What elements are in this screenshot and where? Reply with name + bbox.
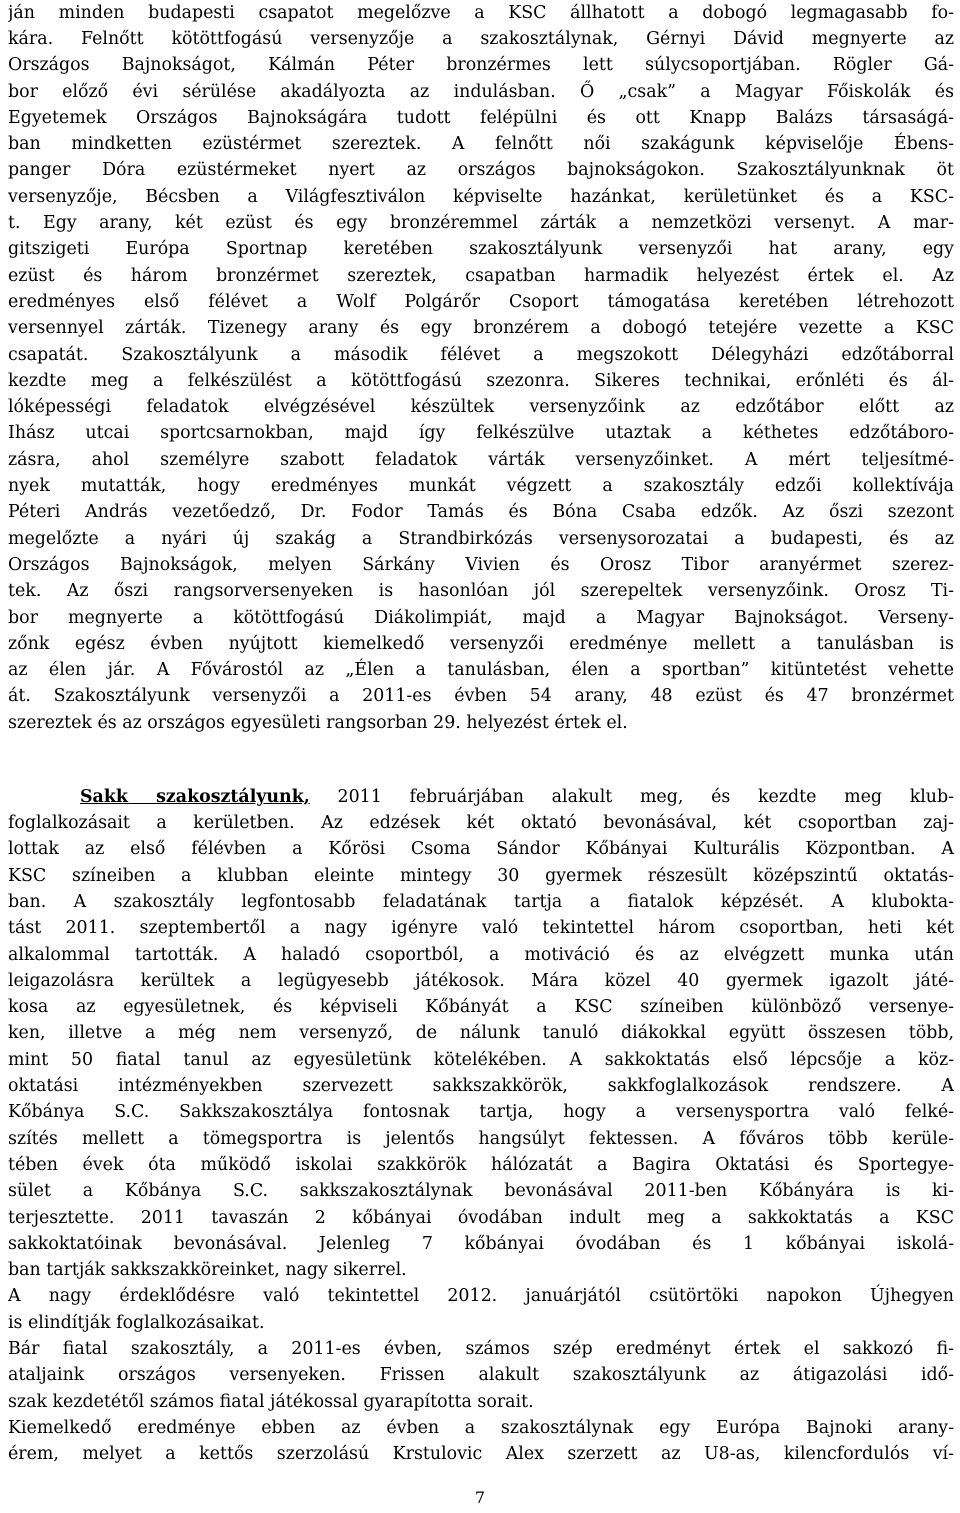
text-line: át. Szakosztályunk versenyzői a 2011-es évben 54 arany, 48 ezüst és 47 bronzérmet [8,686,954,706]
text-line: ban tartják sakkszakköreinket, nagy sikerrel. [8,1260,407,1280]
text-line: ban. A szakosztály legfontosabb feladatának tartja a fiatalok képzését. A klubokta- [8,892,954,912]
text-line: versennyel zárták. Tizenegy arany és egy bronzérem a dobogó tetejére vezette a KSC [8,318,954,338]
text-line: kezdte meg a felkészülést a kötöttfogású szezonra. Sikeres technikai, erőnléti és ál- [8,371,954,391]
text-line: ezüst és három bronzérmet szereztek, csapatban harmadik helyezést értek el. Az [8,266,954,286]
text-line: terjesztette. 2011 tavaszán 2 kőbányai óvodában indult meg a sakkoktatás a KSC [8,1208,954,1228]
text-line: kára. Felnőtt kötöttfogású versenyzője a szakosztálynak, Gérnyi Dávid megnyerte az [8,29,954,49]
text-line: ban mindketten ezüstérmet szereztek. A felnőtt női szakágunk képviselője Ébens- [8,134,954,154]
text-line: szak kezdetétől számos fiatal játékossal gyarapította sorait. [8,1392,534,1412]
text-line: érem, melyet a kettős szerzolású Krstulovic Alex szerzett az U8-as, kilencfordulós ví- [8,1444,954,1464]
page-number: 7 [474,1488,486,1507]
text-line: nyek mutatták, hogy eredményes munkát végzett a szakosztály edzői kollektívája [8,476,954,496]
text-line: tében évek óta működő iskolai szakkörök hálózatát a Bagira Oktatási és Sportegye- [8,1155,954,1175]
text-line: versenyzője, Bécsben a Világfesztiválon képviselte hazánkat, kerületünket és a KSC- [8,187,954,207]
text-line: panger Dóra ezüstérmeket nyert az országos bajnokságokon. Szakosztályunknak öt [8,160,954,180]
chess-first-line [80,784,954,811]
text-line: gitszigeti Európa Sportnap keretében szakosztályunk versenyzői hat arany, egy [8,239,954,259]
text-line: csapatát. Szakosztályunk a második félévet a megszokott Délegyházi edzőtáborral [8,345,954,365]
text-line: ján minden budapesti csapatot megelőzve a KSC állhatott a dobogó legmagasabb fo- [8,3,954,23]
text-line: KSC színeiben a klubban eleinte mintegy 30 gyermek részesült középszintű oktatás- [8,866,954,886]
text-line: oktatási intézményekben szervezett sakkszakkörök, sakkfoglalkozások rendszere. A [8,1076,954,1096]
text-line: foglalkozásait a kerületben. Az edzések két oktató bevonásával, két csoportban zaj- [8,813,954,833]
text-line: Kőbánya S.C. Sakkszakosztálya fontosnak tartja, hogy a versenysportra való felké- [8,1102,954,1122]
text-line: bor előző évi sérülése akadályozta az indulásban. Ő „csak” a Magyar Főiskolák és [8,82,954,102]
text-line: eredményes első félévet a Wolf Polgárőr Csoport támogatása keretében létrehozott [8,292,954,312]
text-line: ataljaink országos versenyeken. Frissen alakult szakosztályunk az átigazolási idő- [8,1365,954,1385]
text-line: Péteri András vezetőedző, Dr. Fodor Tamás és Bóna Csaba edzők. Az őszi szezont [8,502,954,522]
chess-first-line-text: 2011 februárjában alakult meg, és kezdte meg klub- [309,787,954,807]
text-line: t. Egy arany, két ezüst és egy bronzéremmel zárták a nemzetközi versenyt. A mar- [8,213,954,233]
text-line: A nagy érdeklődésre való tekintettel 2012. januárjától csütörtöki napokon Újhegyen [8,1286,954,1306]
text-line: is elindítják foglalkozásaikat. [8,1313,265,1333]
text-line: Egyetemek Országos Bajnokságára tudott felépülni és ott Knapp Balázs társaságá- [8,108,954,128]
text-line: Ihász utcai sportcsarnokban, majd így felkészülve utaztak a kéthetes edzőtáboro- [8,423,954,443]
text-line: ken, illetve a még nem versenyző, de nálunk tanuló diákokkal együtt összesen több, [8,1023,954,1043]
text-line: lóképességi feladatok elvégzésével készültek versenyzőink az edzőtábor előtt az [8,397,954,417]
text-line: zőnk egész évben nyújtott kiemelkedő versenyzői eredménye mellett a tanulásban is [8,634,954,654]
text-line: bor megnyerte a kötöttfogású Diákolimpiát, majd a Magyar Bajnokságot. Verseny- [8,608,954,628]
text-line: az élen jár. A Fővárostól az „Élen a tanulásban, élen a sportban” kitüntetést vehette [8,660,954,680]
text-line: alkalommal tartották. A haladó csoportból, a motiváció és az elvégzett munka után [8,945,954,965]
text-line: Kiemelkedő eredménye ebben az évben a szakosztálynak egy Európa Bajnoki arany- [8,1418,954,1438]
text-line: lottak az első félévben a Kőrösi Csoma Sándor Kőbányai Kulturális Központban. A [8,839,954,859]
text-line: sakkoktatóinak bevonásával. Jelenleg 7 kőbányai óvodában és 1 kőbányai iskolá- [8,1234,954,1254]
text-line: tást 2011. szeptembertől a nagy igényre való tekintettel három csoportban, heti két [8,918,954,938]
chess-section-heading: Sakk szakosztályunk, [80,787,310,807]
text-line: Bár fiatal szakosztály, a 2011-es évben, számos szép eredményt értek el sakkozó fi- [8,1339,954,1359]
text-line: sület a Kőbánya S.C. sakkszakosztálynak bevonásával 2011-ben Kőbányára is ki- [8,1181,954,1201]
text-line: megelőzte a nyári új szakág a Strandbirkózás versenysorozatai a budapesti, és az [8,529,954,549]
text-line: szítés mellett a tömegsportra is jelentős hangsúlyt fektessen. A főváros több kerüle- [8,1129,954,1149]
text-line: kosa az egyesületnek, és képviseli Kőbányát a KSC színeiben különböző versenye- [8,997,954,1017]
text-line: Országos Bajnokságot, Kálmán Péter bronzérmes lett súlycsoportjában. Rögler Gá- [8,55,954,75]
text-line: tek. Az őszi rangsorversenyeken is hasonlóan jól szerepeltek versenyzőink. Orosz Ti- [8,581,954,601]
text-line: leigazolásra kerültek a legügyesebb játékosok. Mára közel 40 gyermek igazolt játé- [8,971,954,991]
text-line: szereztek és az országos egyesületi rangsorban 29. helyezést értek el. [8,713,628,733]
text-line: zásra, ahol személyre szabott feladatok várták versenyzőinket. A mért teljesítmé- [8,450,954,470]
text-line: Országos Bajnokságok, melyen Sárkány Vivien és Orosz Tibor aranyérmet szerez- [8,555,954,575]
text-line: mint 50 fiatal tanul az egyesületünk kötelékében. A sakkoktatás első lépcsője a köz- [8,1050,954,1070]
